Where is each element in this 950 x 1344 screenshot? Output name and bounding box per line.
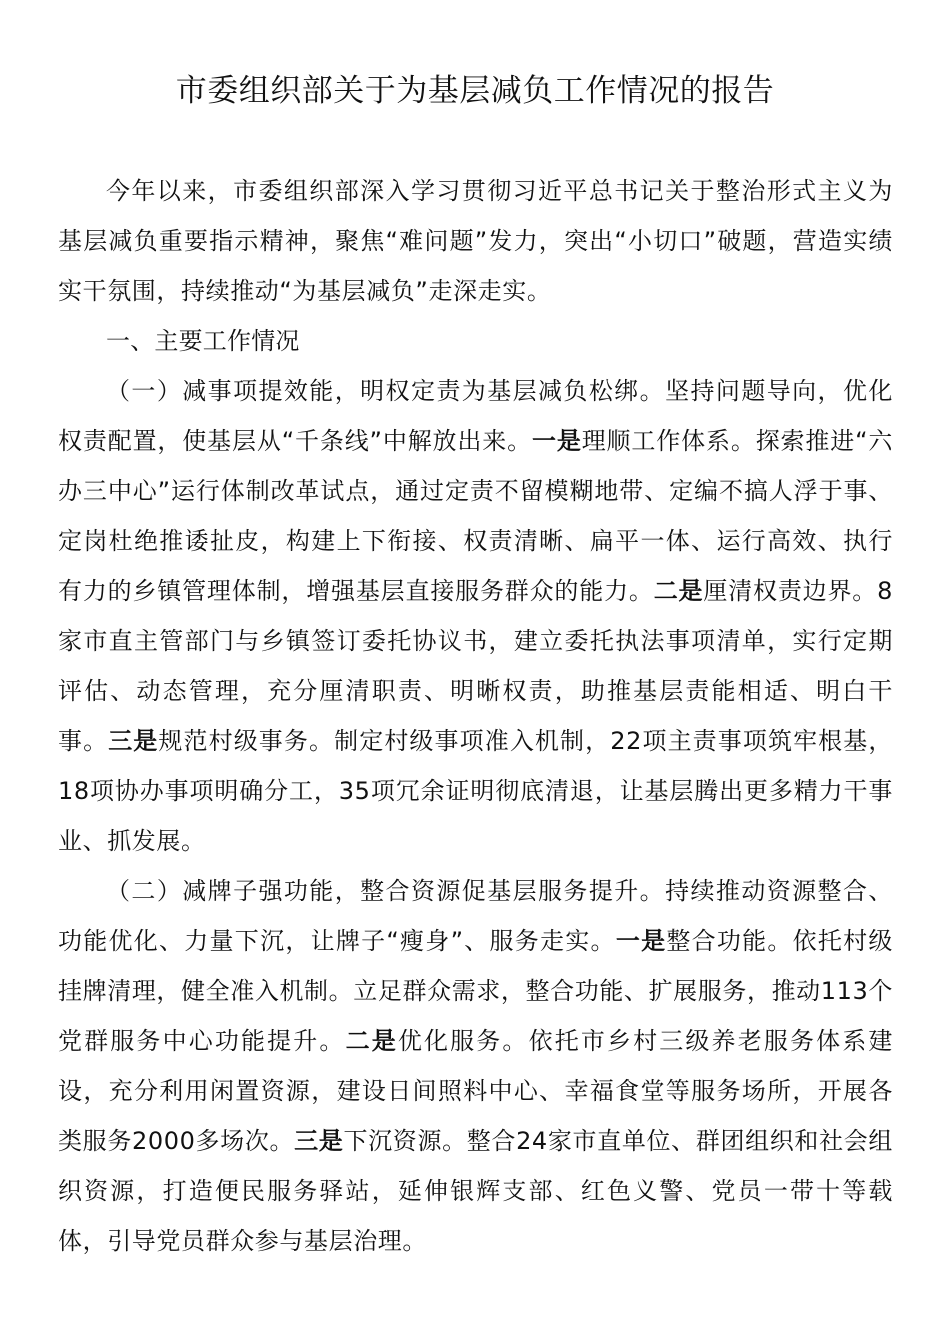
part2-marker-2: 二是 [345,1027,398,1055]
intro-paragraph: 今年以来，市委组织部深入学习贯彻习近平总书记关于整治形式主义为基层减负重要指示精神，聚焦“难问题”发力，突出“小切口”破题，营造实绩实干氛围，持续推动“为基层减负”走深走实。 [58,177,893,305]
part2-text-2: 优化服务。依托市乡村三级养老服务体系建设，充分利用闲置资源，建设日间照料中心、幸福食堂等服务场所，开展各类服务2000多场次。 [58,1027,894,1155]
part1-paragraph [58,366,893,866]
part1-marker-1: 一是 [531,427,582,455]
part1-marker-3: 三是 [108,727,159,755]
part2-marker-3: 三是 [294,1127,344,1155]
section-heading: 一、主要工作情况 [106,327,300,355]
part1-marker-2: 二是 [653,577,704,605]
part2-paragraph [58,866,893,1266]
document-title: 市委组织部关于为基层减负工作情况的报告 [175,73,775,109]
part2-text-3: 下沉资源。整合24家市直单位、群团组织和社会组织资源，打造便民服务驿站，延伸银辉支部、红色义警、党员一带十等载体，引导党员群众参与基层治理。 [58,1127,894,1255]
document-body [58,166,893,1266]
part1-text-2: 厘清权责边界。8家市直主管部门与乡镇签订委托协议书，建立委托执法事项清单，实行定期评估、动态管理，充分厘清职责、明晰权责，助推基层责能相适、明白干事。 [58,577,893,755]
part2-marker-1: 一是 [615,927,667,955]
part1-text-3: 规范村级事务。制定村级事项准入机制，22项主责事项筑牢根基，18项协办事项明确分工，35项冗余证明彻底清退，让基层腾出更多精力干事业、抓发展。 [58,727,893,855]
part2-text-1: 整合功能。依托村级挂牌清理，健全准入机制。立足群众需求，整合功能、扩展服务，推动113个党群服务中心功能提升。 [58,927,894,1055]
part1-text-1: 理顺工作体系。探索推进“六办三中心”运行体制改革试点，通过定责不留模糊地带、定编不搞人浮于事、定岗杜绝推诿扯皮，构建上下衔接、权责清晰、扁平一体、运行高效、执行有力的乡镇管理体制，增强基层直接服务群众的能力。 [58,427,894,605]
part2-lead: （二）减牌子强功能，整合资源促基层服务提升。持续推动资源整合、功能优化、力量下沉，让牌子“瘦身”、服务走实。 [58,877,893,955]
part1-lead: （一）减事项提效能，明权定责为基层减负松绑。坚持问题导向，优化权责配置，使基层从“千条线”中解放出来。 [58,377,893,455]
